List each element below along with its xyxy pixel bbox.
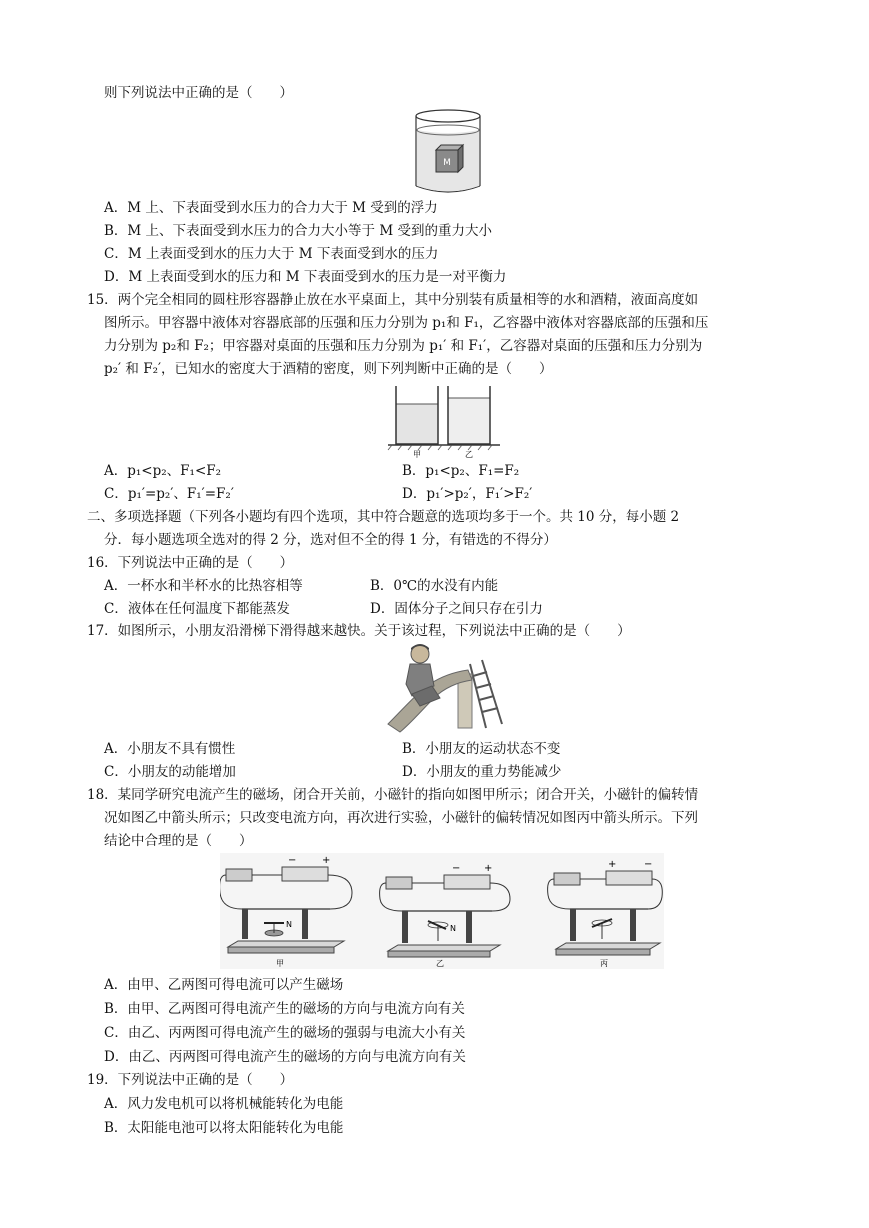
two-containers-figure	[386, 382, 502, 458]
section-2-heading-line-2: 分．每小题选项全选对的得 2 分，选对但不全的得 1 分，有错选的不得分）	[104, 532, 557, 548]
q17-option-d: D．小朋友的重力势能减少	[402, 764, 562, 780]
q15-option-d: D．p₁′>p₂′，F₁′>F₂′	[402, 486, 533, 502]
container-label-jia: 甲	[413, 450, 421, 458]
q17-option-c: C．小朋友的动能增加	[104, 764, 236, 780]
container-label-yi: 乙	[465, 450, 473, 458]
svg-text:−: −	[288, 855, 297, 866]
q14-option-c: C．M 上表面受到水的压力大于 M 下表面受到水的压力	[104, 246, 439, 262]
q17-option-b: B．小朋友的运动状态不变	[402, 741, 561, 757]
panel-label-bing: 丙	[600, 959, 608, 968]
q14-option-b: B．M 上、下表面受到水压力的合力大小等于 M 受到的重力大小	[104, 223, 492, 239]
q15-option-c: C．p₁′=p₂′、F₁′=F₂′	[104, 486, 234, 502]
q15-option-b: B．p₁<p₂、F₁=F₂	[402, 463, 520, 479]
q16-option-b: B．0℃的水没有内能	[370, 578, 499, 594]
section-2-heading-line-1: 二、多项选择题（下列各小题均有四个选项，其中符合题意的选项均多于一个。共 10 分，每小题 2	[87, 509, 680, 525]
q14-option-d: D．M 上表面受到水的压力和 M 下表面受到水的压力是一对平衡力	[104, 269, 507, 285]
q16-stem: 16．下列说法中正确的是（ ）	[87, 555, 294, 571]
q15-line-4: p₂′ 和 F₂′，已知水的密度大于酒精的密度，则下列判断中正确的是（ ）	[104, 361, 553, 377]
block-m-label: M	[443, 158, 451, 168]
q14-stem: 则下列说法中正确的是（ ）	[104, 85, 293, 101]
beaker-figure	[410, 106, 486, 198]
q16-option-a: A．一杯水和半杯水的比热容相等	[104, 578, 303, 594]
q18-line-3: 结论中合理的是（ ）	[104, 833, 253, 849]
q18-option-a: A．由甲、乙两图可得电流可以产生磁场	[104, 977, 344, 993]
svg-text:+: +	[484, 863, 493, 874]
q19-option-b: B．太阳能电池可以将太阳能转化为电能	[104, 1120, 344, 1136]
svg-text:N: N	[286, 920, 292, 929]
q18-line-2: 况如图乙中箭头所示；只改变电流方向，再次进行实验，小磁针的偏转情况如图丙中箭头所示。下列	[104, 810, 698, 826]
q17-stem: 17．如图所示，小朋友沿滑梯下滑得越来越快。关于该过程，下列说法中正确的是（ ）	[87, 623, 631, 639]
q18-option-d: D．由乙、丙两图可得电流产生的磁场的方向与电流方向有关	[104, 1049, 466, 1065]
q18-option-c: C．由乙、丙两图可得电流产生的磁场的强弱与电流大小有关	[104, 1025, 466, 1041]
panel-label-jia: 甲	[276, 959, 284, 968]
q17-option-a: A．小朋友不具有惯性	[104, 741, 236, 757]
svg-text:+: +	[608, 859, 617, 870]
q15-line-2: 图所示。甲容器中液体对容器底部的压强和压力分别为 p₁和 F₁，乙容器中液体对容器底部的压强和压	[104, 315, 709, 331]
q18-option-b: B．由甲、乙两图可得电流产生的磁场的方向与电流方向有关	[104, 1001, 465, 1017]
q16-option-c: C．液体在任何温度下都能蒸发	[104, 601, 290, 617]
panel-label-yi: 乙	[436, 959, 444, 968]
compass-experiment-figure	[220, 853, 664, 969]
q14-option-a: A．M 上、下表面受到水压力的合力大于 M 受到的浮力	[104, 200, 438, 216]
q15-option-a: A．p₁<p₂、F₁<F₂	[104, 463, 222, 479]
q16-option-d: D．固体分子之间只存在引力	[370, 601, 543, 617]
q19-stem: 19．下列说法中正确的是（ ）	[87, 1072, 294, 1088]
svg-text:−: −	[452, 863, 461, 874]
q19-option-a: A．风力发电机可以将机械能转化为电能	[104, 1096, 344, 1112]
svg-text:+: +	[322, 855, 331, 866]
q15-line-3: 力分别为 p₂和 F₂；甲容器对桌面的压强和压力分别为 p₁′ 和 F₁′，乙容器对桌面的压强和压力分别为	[104, 338, 703, 354]
svg-text:−: −	[644, 859, 653, 870]
q15-line-1: 15．两个完全相同的圆柱形容器静止放在水平桌面上，其中分别装有质量相等的水和酒精，液面高度如	[87, 292, 699, 308]
q18-line-1: 18．某同学研究电流产生的磁场，闭合开关前，小磁针的指向如图甲所示；闭合开关，小磁针的偏转情	[87, 787, 699, 803]
slide-figure	[382, 640, 510, 734]
svg-text:N: N	[450, 924, 456, 933]
